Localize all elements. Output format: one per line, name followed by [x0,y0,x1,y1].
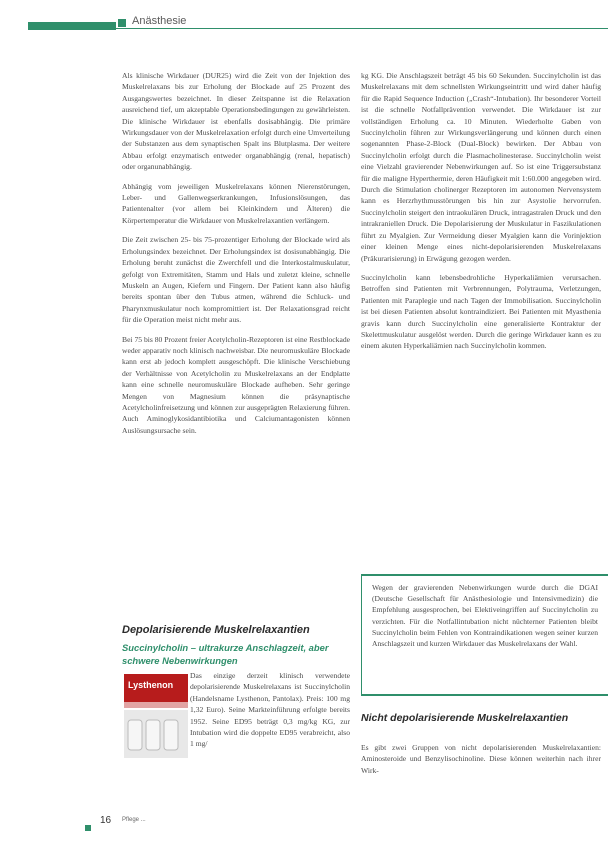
paragraph: Succinylcholin kann lebensbedrohliche Hyperkaliämien verursachen. Betroffen sind Patienten mit Verbrennungen, Polytrauma, Verletzungen, Patienten mit Paraplegie und nach Tagen der Immobilisation. Succinylcholin ist bei diesen Patienten absolut kontraindiziert. Bei Patienten mit Myasthenia gravis kann durch Succinylcholin eine generalisierte Kontraktur der Skelettmuskulatur ausgelöst werden. Durch die geringe Wirkdauer kann es zu einem akuten Hyperkaliämien nach Succinylcholin kommen. [361,272,601,351]
paragraph: kg KG. Die Anschlagszeit beträgt 45 bis 60 Sekunden. Succinylcholin ist das Muskelrelaxans mit dem schnellsten Wirkungseintritt und wird daher häufig für die Rapid Sequence Induction („Crash“-Intubation). Ihr besonderer Vorteil ist die schnelle Notfallprävention verwendet. Die Wirkdauer ist zur vollständigen Erholung ca. 10 Minuten. Wiederholte Gaben von Succinylcholin führen zur Wirkungsverlängerung und können durch einen sogenannten Phase-2-Block (Dual-Block) bewirken. Der Abbau von Succinylcholin erfolgt durch die Plasmacholinesterase. Succinylcholin weist eine Vielzahl gravierender Nebenwirkungen auf. So ist eine Triggersubstanz für die maligne Hyperthermie, deren Häufigkeit mit 1:60.000 angegeben wird. Durch die Stimulation cholinerger Rezeptoren im autonomen Nervensystem kann es Herzrhythmusstörungen bis hin zur Asystolie hervorrufen. Succinylcholin steigert den intraokulären Druck, intragastralen Druck und den intrakraniellen Druck. Die Depolarisierung der Muskulatur in Faszikulationen führt zu Myalgien. Zur Vermeidung dieser Myalgien kann die Vorinjektion einer kleinen Menge eines nicht-depolarisierenden Muskelrelaxans (Präkurarisierung) in Erwägung gezogen werden. [361,71,601,263]
subheading-succinylcholin: Succinylcholin – ultrakurze Anschlagzeit, aber schwere Nebenwirkungen [122,642,329,666]
heading-nicht-depolarisierende: Nicht depolarisierende Muskelrelaxantien [361,712,569,724]
page-header [0,10,616,38]
left-column [122,70,350,444]
paragraph: Das einzige derzeit klinisch verwendete depolarisierende Muskelrelaxans ist Succinylcholin (Handelsname Lysthenon, Pantolax). Preis: 100 mg 1,32 Euro). Seine Markteinführung erfolgte bereits 1952. Seine ED95 beträgt 0,3 mg/kg KG, zur Intubation wird die doppelte ED95 verabreicht, also 1 mg/ [190,671,350,749]
header-square [118,19,126,27]
footer-source: Pflege ... [122,817,146,823]
footer-square [85,825,91,831]
paragraph: Es gibt zwei Gruppen von nicht depolarisierenden Muskelrelaxantien: Aminosteroide und Benzylisochinoline. Diese können weiterhin nach ihrer Wirk- [361,743,601,775]
paragraph: Als klinische Wirkdauer (DUR25) wird die Zeit von der Injektion des Muskelrelaxans bis zur Erholung der Blockade auf 25 Prozent des Ausgangswertes bezeichnet. In dieser Zeitspanne ist die Relaxation ausreichend tief, um akzeptable Operationsbedingungen zu gewährleisten. Die klinische Wirkdauer ist ebenfalls dosisabhängig. Die primäre Wirkungsdauer von der Muskelrelaxation erfolgt durch eine Umverteilung der Substanzen aus dem synaptischen Spalt ins Blutplasma. Der weitere Abbau erfolgt enzymatisch entweder organabhängig (renal, hepatisch) oder organunabhängig. [122,71,350,172]
right-column [361,70,601,360]
heading-depolarisierende: Depolarisierende Muskelrelaxantien [122,624,310,636]
product-label: Lysthenon [128,680,174,690]
page-number: 16 [100,815,112,826]
recommendation-box [361,574,608,696]
right-column-bottom [361,742,601,784]
section-title: Anästhesie [132,15,187,27]
header-accent-bar [28,22,116,30]
header-rule [116,28,608,29]
left-column-bottom [190,670,350,758]
paragraph: Abhängig vom jeweiligen Muskelrelaxans können Nierenstörungen, Leber- und Gallenwegserkrankungen, Infusionslösungen, das Patientenalter (vor allem bei Kleinkindern und Älteren) die Körpertemperatur die Wirkdauer von Muskelrelaxantien verlängern. [122,181,350,225]
box-text: Wegen der gravierenden Nebenwirkungen wurde durch die DGAI (Deutsche Gesellschaft für Anästhesiologie und Intensivmedizin) die Empfehlung ausgesprochen, bei Elektiveingriffen auf Succinylcholin zu verzichten. Für die Notfallintubation nicht nüchterner Patienten bleibt Succinylcholin beim Fehlen von Kontraindikationen wegen seiner kurzen Anschlagszeit und kurzen Wirkdauer das Muskelrelaxans der Wahl. [372,583,598,649]
lysthenon-product-image [122,670,190,810]
paragraph: Die Zeit zwischen 25- bis 75-prozentiger Erholung der Blockade wird als Erholungsindex bezeichnet. Der Erholungsindex ist dosisunabhängig. Die Erholung beruht zunächst die Zwerchfell und die Interkostalmuskulatur, gefolgt von Extremitäten, Stamm und Hals und zuletzt kleine, schnelle Muskeln an Augen, Kiefern und Fingern. Der Patient kann also häufig bereits spontan über den Tubus atmen, während die Schluck- und Pharynxmuskulatur noch kompromittiert ist. Der Relaxationsgrad reicht für die Operation meist nicht mehr aus. [122,235,350,325]
paragraph: Bei 75 bis 80 Prozent freier Acetylcholin-Rezeptoren ist eine Restblockade weder apparativ noch klinisch nachweisbar. Die neuromuskuläre Blockade kann erst ab jedoch komplett ausgeschöpft. Die klinische Verschiebung der Verhältnisse von Acetylcholin zu Muskelrelaxans an der Endplatte kann eine schnelle neuromuskuläre Blockade aufheben. Sehr geringe Mengen von Magnesium können die präsynaptische Acetylcholinfreisetzung und können zur ausgeprägten Relaxierung führen. Auch Aminoglykosidantibiotika und Calciumantagonisten können Auslösungsursache sein. [122,334,350,435]
